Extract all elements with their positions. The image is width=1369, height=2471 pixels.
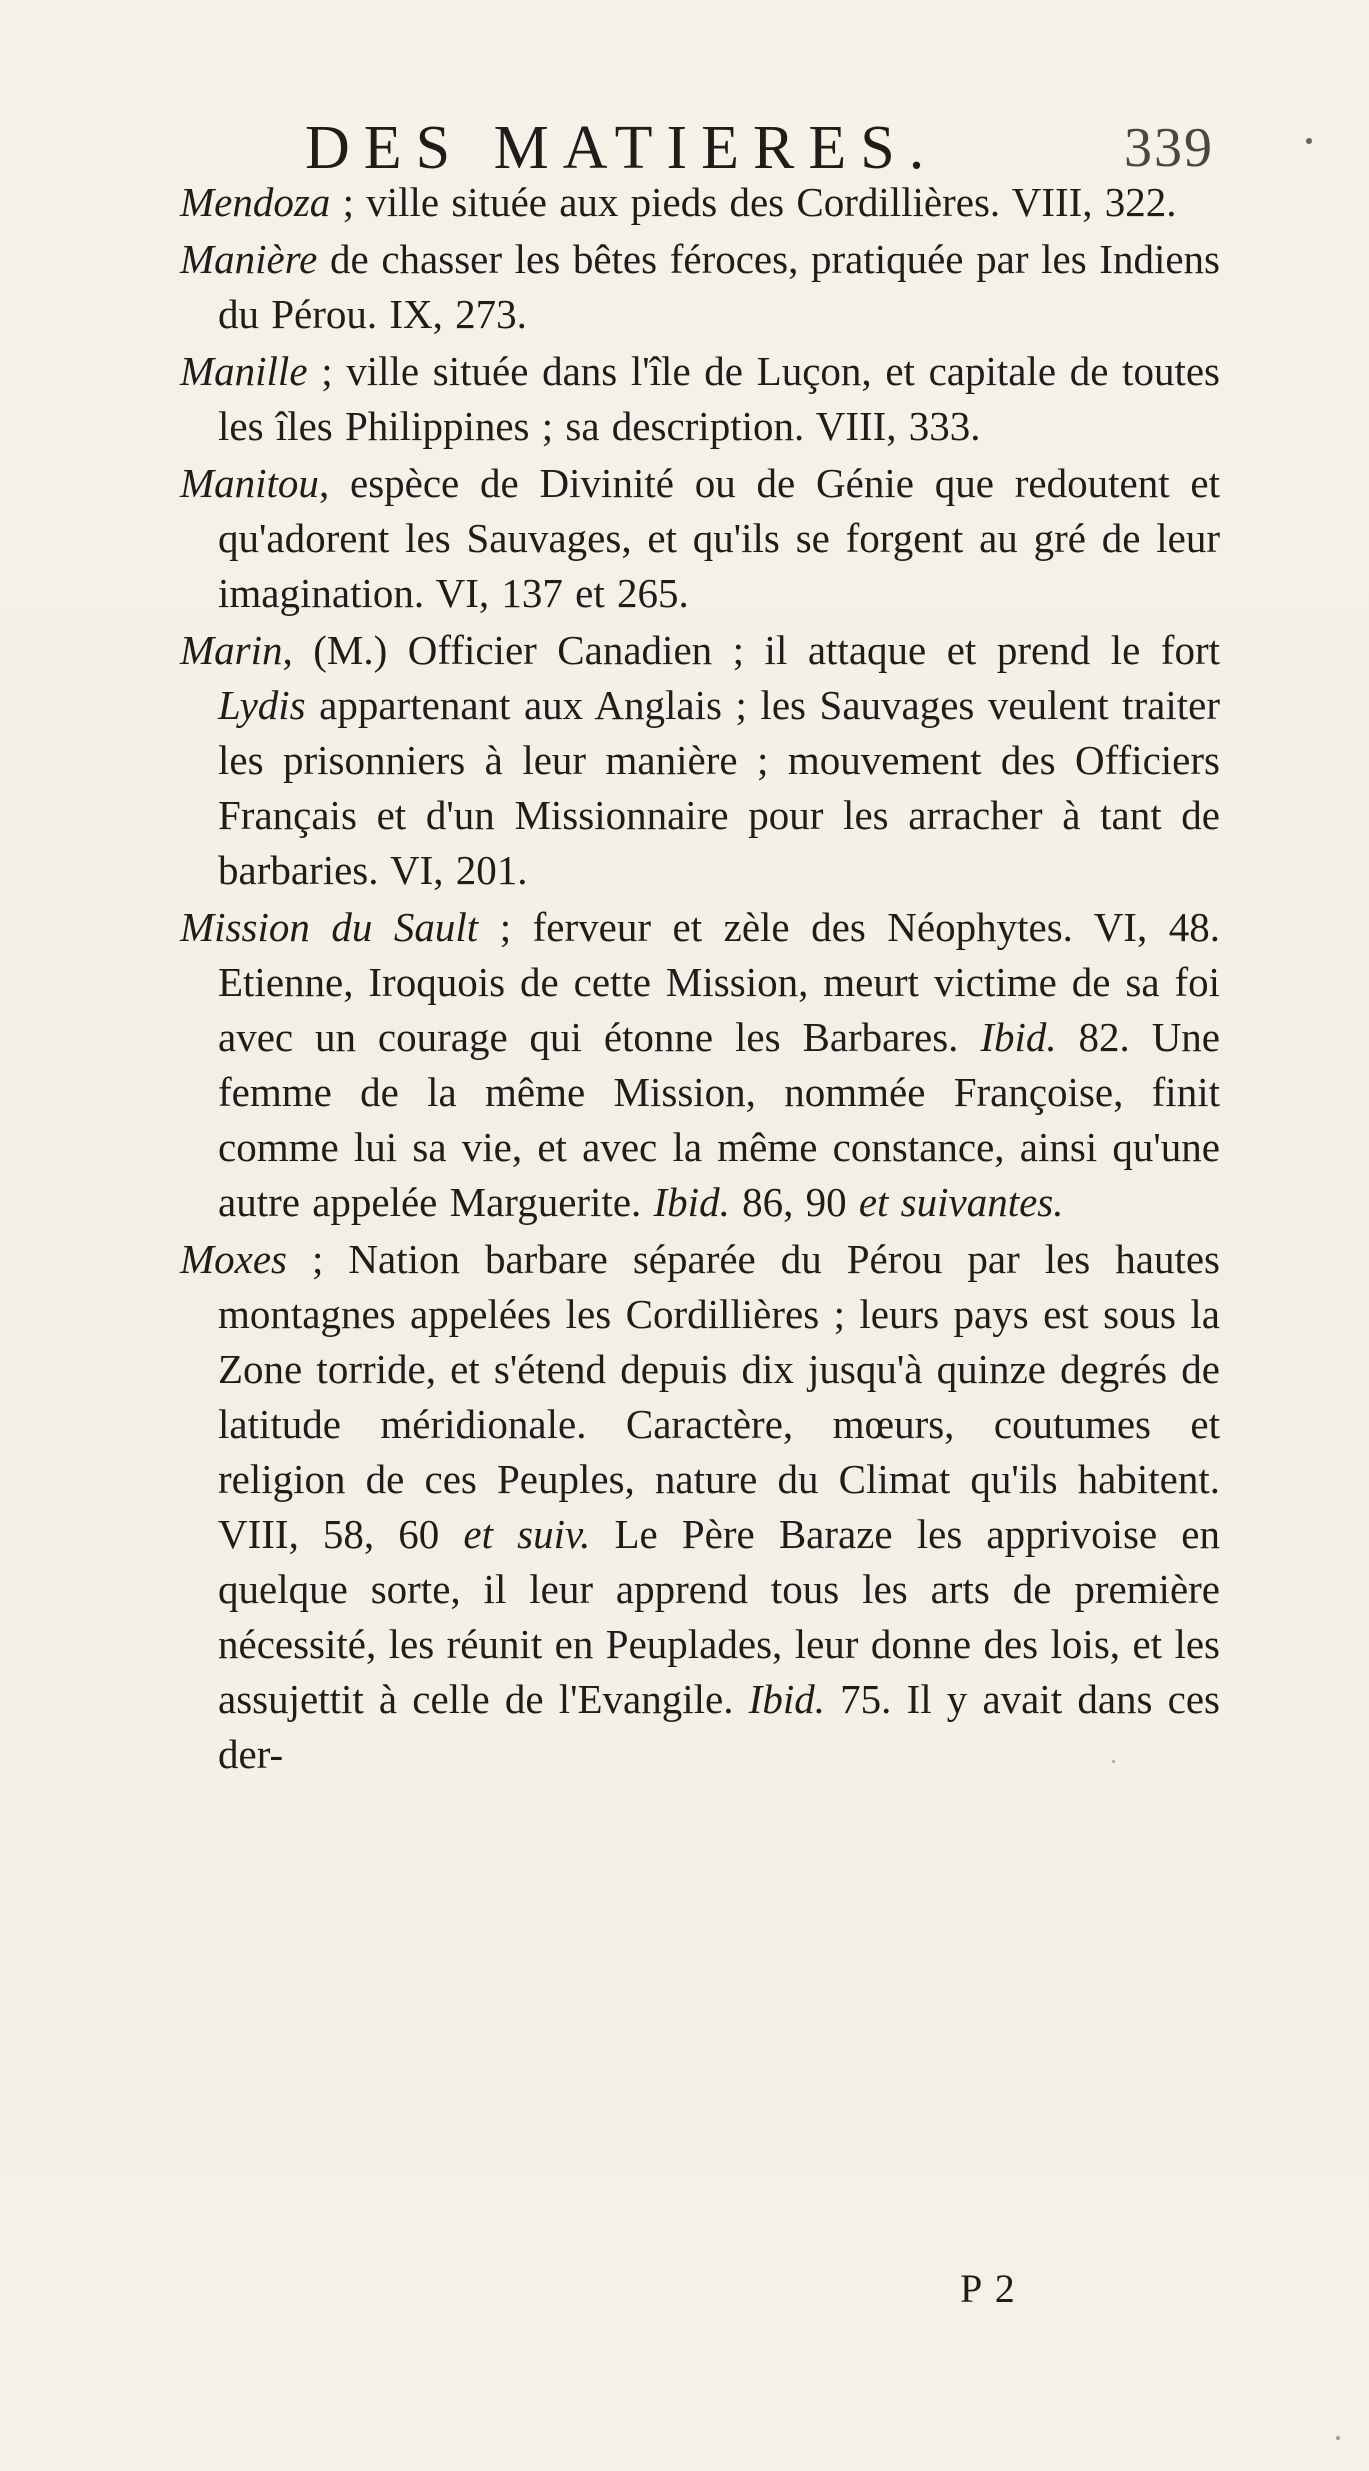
entry-headword: Manitou — [180, 460, 319, 506]
paper-speck — [1112, 1760, 1115, 1763]
index-entry-mendoza — [180, 175, 1220, 230]
entry-italic-fort-name: Lydis — [218, 682, 306, 728]
entry-text: ; ferveur et zèle des Néophytes. VI, 48. Etienne, Iroquois de cette Mission, meurt victime de sa foi avec un courage qui étonne les Barbares. — [218, 904, 1220, 1060]
entry-headword: Manille — [180, 348, 308, 394]
entry-italic-ibid: Ibid. — [748, 1676, 825, 1722]
entry-text: 75. Il y avait dans ces der- — [218, 1676, 1220, 1777]
paper-speck — [1336, 2436, 1340, 2440]
index-entry-manitou — [180, 456, 1220, 621]
page-header — [0, 112, 1369, 184]
entry-headword: Manière — [180, 236, 318, 282]
entry-text: 82. Une femme de la même Mission, nommée Françoise, finit comme lui sa vie, et avec la même constance, ainsi qu'une autre appelée Marguerite. — [218, 1014, 1221, 1225]
entry-text: Le Père Baraze les apprivoise en quelque sorte, il leur apprend tous les arts de première nécessité, les réunit en Peuplades, leur donne des lois, et les assujettit à celle de l'Evangile. — [218, 1511, 1220, 1722]
index-entries — [180, 175, 1220, 1784]
entry-headword: Moxes — [180, 1236, 288, 1282]
entry-text: appartenant aux Anglais ; les Sauvages veulent traiter les prisonniers à leur manière ; mouvement des Officiers Français et d'un Missionnaire pour les arracher à tant de barbaries. VI, 201. — [218, 682, 1220, 893]
entry-italic-ibid: Ibid. — [980, 1014, 1057, 1060]
running-title: DES MATIERES. — [305, 114, 939, 182]
entry-headword: Mission du Sault — [180, 904, 479, 950]
index-entry-mission-du-sault — [180, 900, 1220, 1230]
entry-headword: Marin — [180, 627, 283, 673]
paper-speck — [1306, 138, 1312, 144]
entry-headword: Mendoza — [180, 179, 331, 225]
entry-text: , espèce de Divinité ou de Génie que redoutent et qu'adorent les Sauvages, et qu'ils se forgent au gré de leur imagination. VI, 137 et 265. — [218, 460, 1220, 616]
entry-italic-suiv: et suiv. — [463, 1511, 591, 1557]
index-entry-marin — [180, 623, 1220, 898]
entry-text: 86, 90 — [729, 1179, 859, 1225]
entry-italic-ibid: Ibid. — [653, 1179, 730, 1225]
entry-text: , (M.) Officier Canadien ; il attaque et prend le fort — [282, 627, 1220, 673]
index-entry-manille — [180, 344, 1220, 454]
printer-signature-mark: P 2 — [960, 2266, 1017, 2311]
entry-text: ; ville située aux pieds des Cordillières. VIII, 322. — [330, 179, 1177, 225]
entry-text: de chasser les bêtes féroces, pratiquée par les Indiens du Pérou. IX, 273. — [218, 236, 1220, 337]
entry-text: ; ville située dans l'île de Luçon, et capitale de toutes les îles Philippines ; sa description. VIII, 333. — [218, 348, 1220, 449]
index-entry-maniere — [180, 232, 1220, 342]
index-entry-moxes — [180, 1232, 1220, 1782]
entry-text: ; Nation barbare séparée du Pérou par les hautes montagnes appelées les Cordillières ; leurs pays est sous la Zone torride, et s'étend depuis dix jusqu'à quinze degrés de latitude méridionale. Caractère, mœurs, coutumes et religion de ces Peuples, nature du Climat qu'ils habitent. VIII, 58, 60 — [218, 1236, 1220, 1557]
page-number: 339 — [1124, 117, 1214, 179]
entry-italic-suivantes: et suivantes. — [858, 1179, 1064, 1225]
